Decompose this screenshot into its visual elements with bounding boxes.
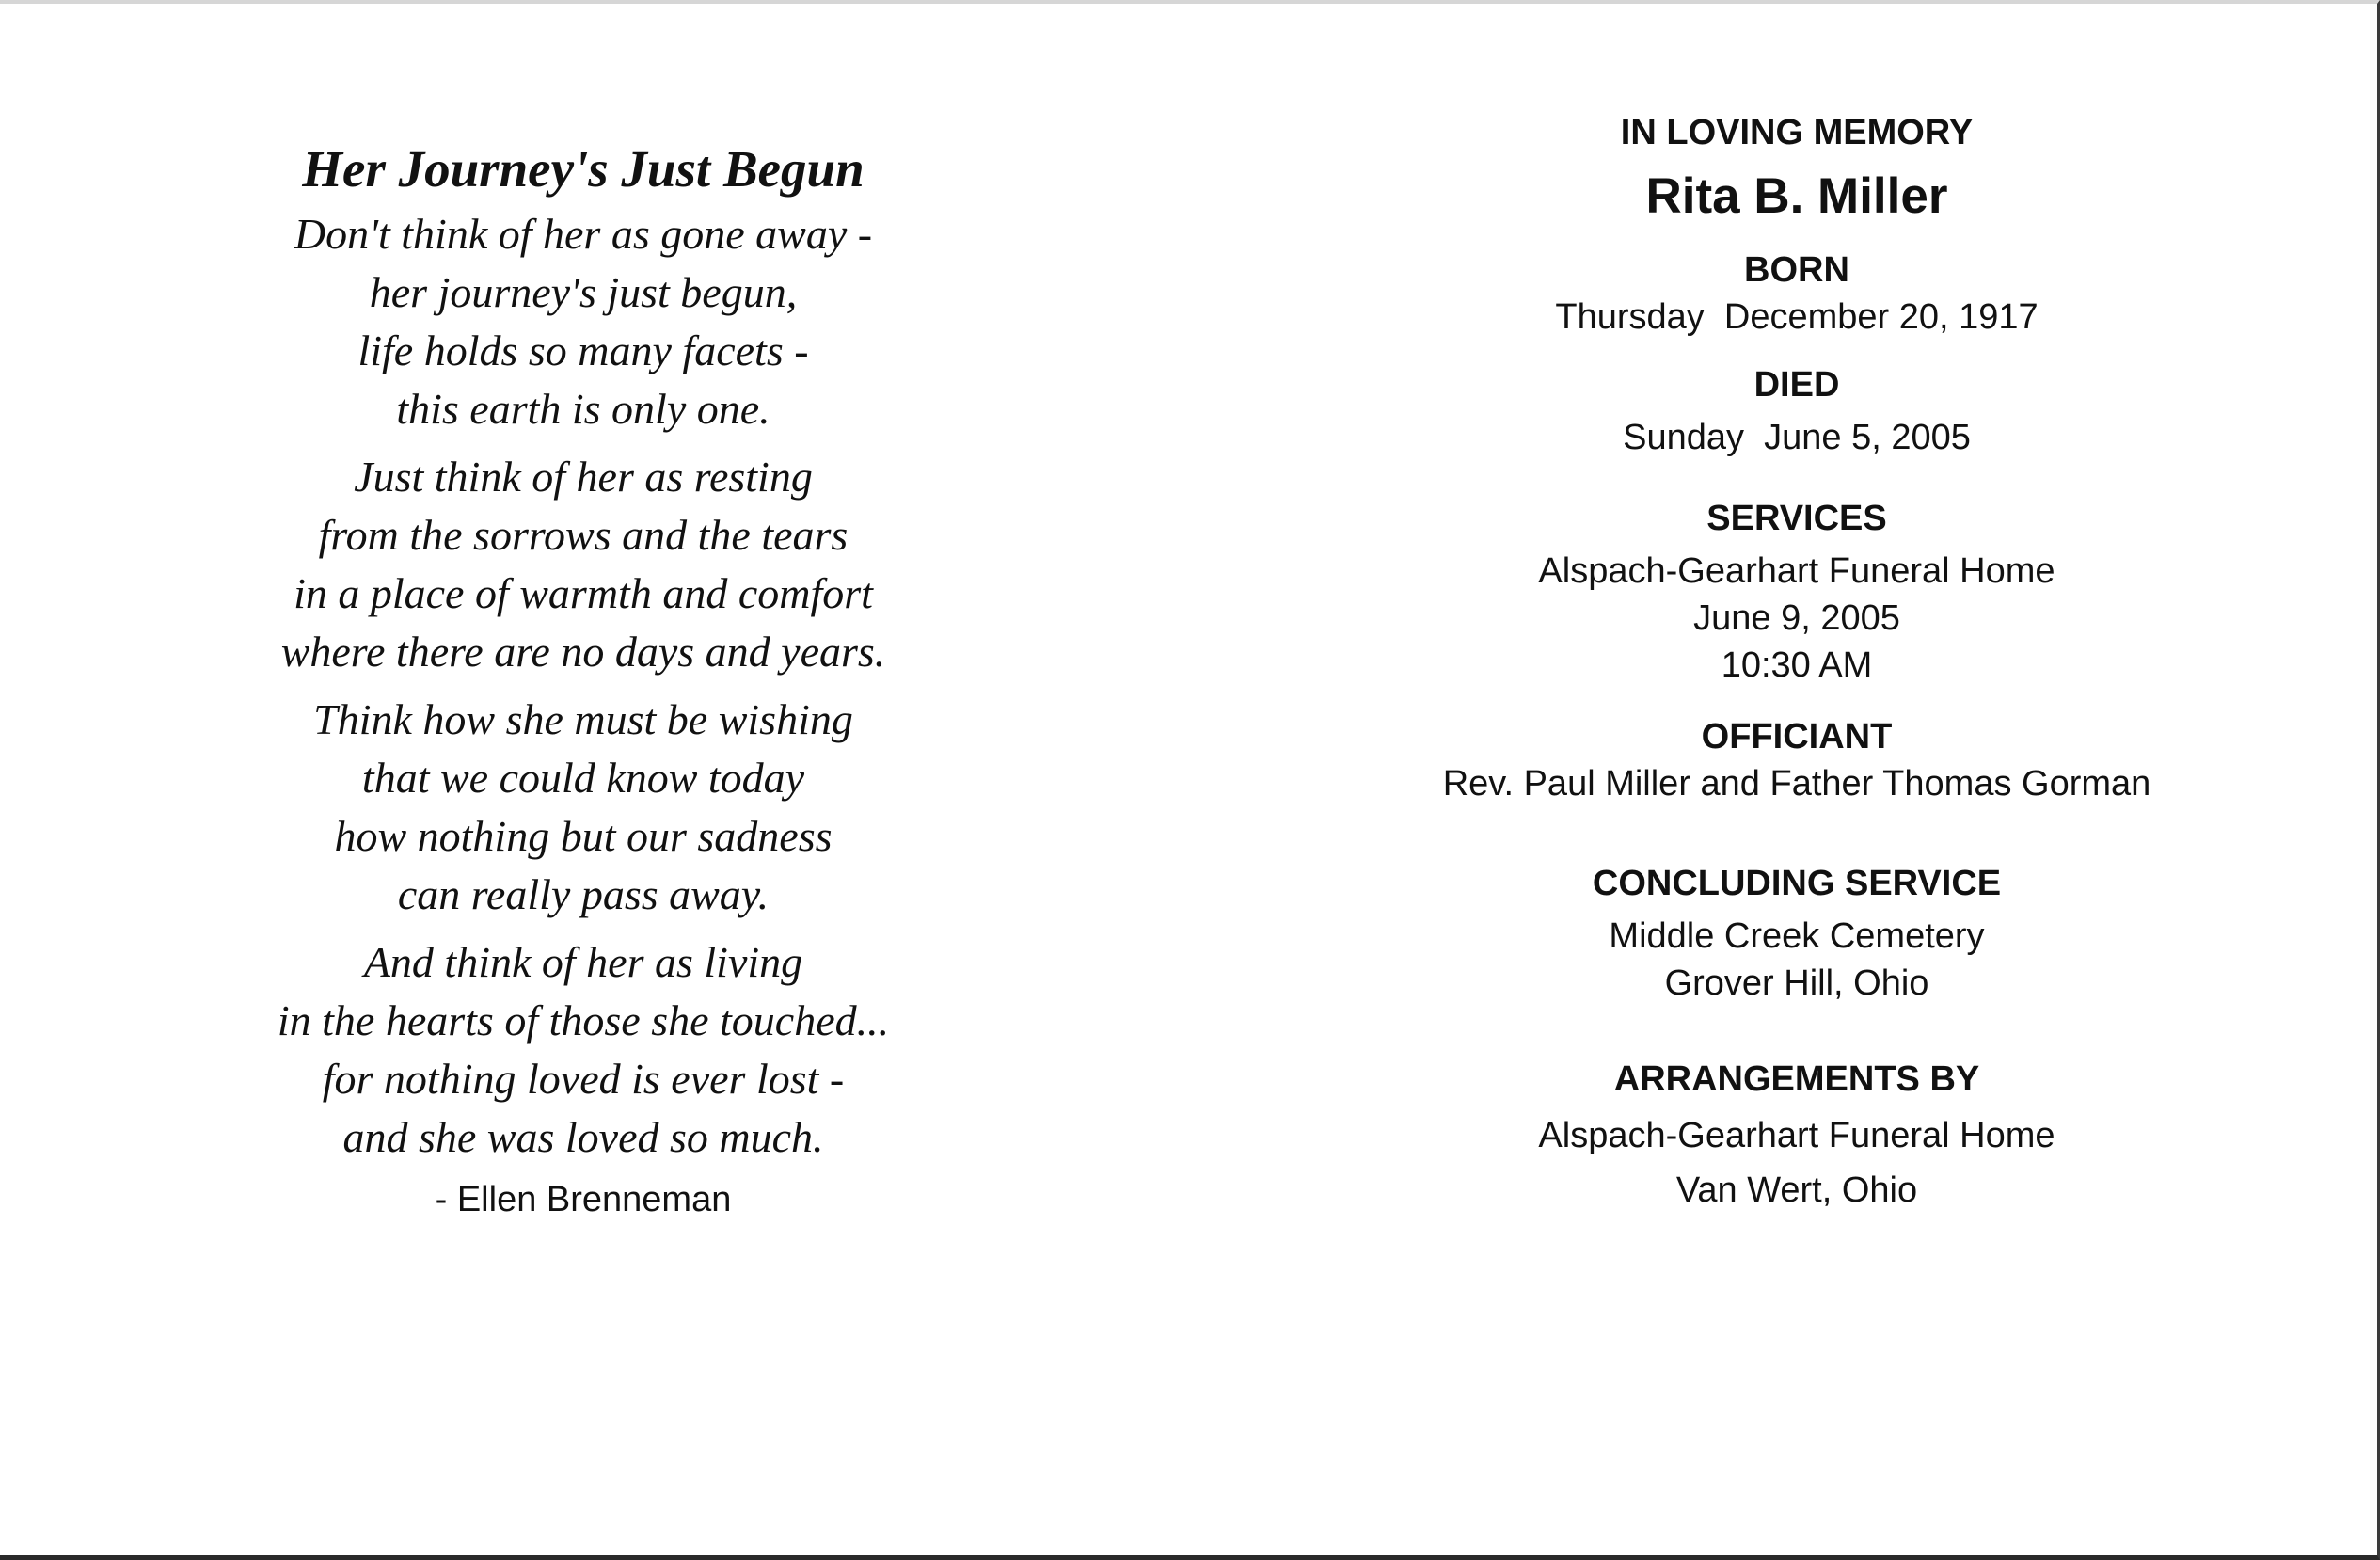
services-date: June 9, 2005 — [1693, 598, 1900, 638]
poem-line: where there are no days and years. — [280, 628, 886, 676]
officiant-label: OFFICIANT — [1701, 717, 1893, 756]
poem-line: that we could know today — [361, 754, 805, 802]
poem-line: from the sorrows and the tears — [318, 511, 849, 559]
poem-line: Think how she must be wishing — [313, 695, 853, 743]
born-date: Thursday December 20, 1917 — [1555, 297, 2039, 337]
poem-line: this earth is only one. — [396, 385, 770, 433]
officiant-section — [1373, 713, 2220, 807]
cemetery-location: Grover Hill, Ohio — [1664, 963, 1929, 1003]
poem-line: and she was loved so much. — [342, 1113, 824, 1161]
memorial-heading: IN LOVING MEMORY — [1620, 113, 1974, 152]
memorial-details-panel — [1373, 109, 2220, 1218]
poem-panel — [207, 135, 960, 1223]
died-section — [1373, 361, 2220, 461]
poem-line: Just think of her as resting — [354, 453, 813, 501]
died-date: Sunday June 5, 2005 — [1623, 418, 1971, 457]
poem-author: - Ellen Brenneman — [435, 1180, 732, 1219]
poem-line: in the hearts of those she touched... — [277, 996, 890, 1044]
cemetery-name: Middle Creek Cemetery — [1609, 916, 1985, 956]
services-section — [1373, 495, 2220, 689]
poem-line: how nothing but our sadness — [334, 812, 833, 860]
poem-line: can really pass away. — [397, 870, 770, 918]
poem-line: in a place of warmth and comfort — [294, 569, 873, 617]
concluding-service-section — [1373, 860, 2220, 1007]
deceased-name: Rita B. Miller — [1645, 168, 1948, 224]
services-label: SERVICES — [1706, 499, 1887, 538]
poem-stanza-1 — [207, 205, 960, 438]
poem-title: Her Journey's Just Begun — [302, 140, 865, 198]
arrangements-label: ARRANGEMENTS BY — [1613, 1059, 1980, 1099]
funeral-home-name: Alspach-Gearhart Funeral Home — [1538, 1116, 2055, 1155]
poem-stanza-2 — [207, 448, 960, 681]
services-time: 10:30 AM — [1721, 645, 1873, 685]
services-location: Alspach-Gearhart Funeral Home — [1538, 551, 2055, 591]
poem-line: for nothing loved is ever lost - — [322, 1055, 845, 1103]
officiant-names: Rev. Paul Miller and Father Thomas Gorman — [1442, 764, 2151, 804]
poem-stanza-4 — [207, 933, 960, 1167]
poem-line: And think of her as living — [363, 938, 803, 986]
died-label: DIED — [1753, 365, 1840, 405]
arrangements-section — [1373, 1056, 2220, 1218]
concluding-service-label: CONCLUDING SERVICE — [1592, 864, 2002, 903]
born-section — [1373, 247, 2220, 341]
poem-line: her journey's just begun, — [369, 268, 798, 316]
poem-line: Don't think of her as gone away - — [294, 210, 873, 258]
poem-line: life holds so many facets - — [357, 326, 809, 374]
born-label: BORN — [1744, 250, 1849, 290]
poem-stanza-3 — [207, 691, 960, 924]
funeral-home-location: Van Wert, Ohio — [1675, 1170, 1918, 1210]
